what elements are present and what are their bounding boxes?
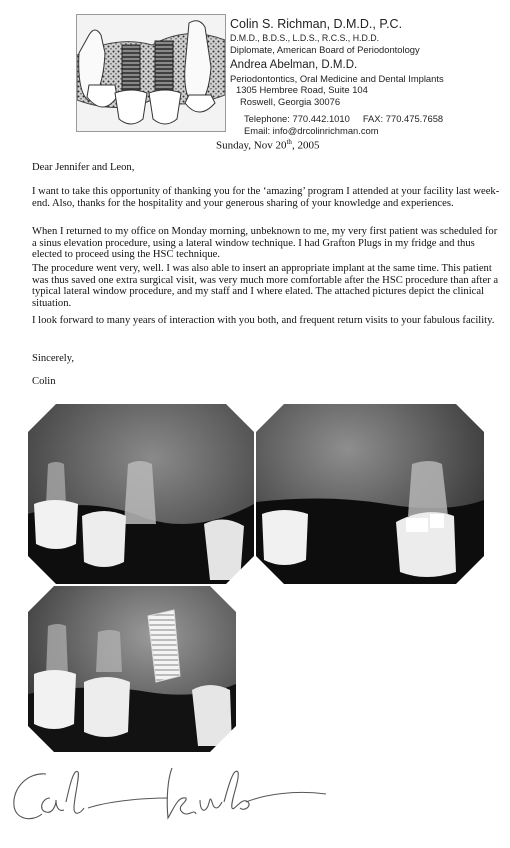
dental-implant-logo-icon [77, 15, 225, 131]
paragraph-1: I want to take this opportunity of thanking you for the ‘amazing’ program I attended at your facility last week-end. Also, thanks for the hospitality and your generous sharing of your knowledge and experiences. [32, 186, 500, 209]
paragraph-3: The procedure went very, well. I was also able to insert an appropriate implant at the same time. This patient was thus saved one extra surgical visit, was very much more comfortable after the HSC procedure than after a typical lateral window procedure, and my staff and I where elated. The attached pictures depict the clinical situation. [32, 263, 499, 309]
paragraph-4: I look forward to many years of interaction with you both, and frequent return visits to your fabulous facility. [32, 315, 495, 326]
paragraph-2: When I returned to my office on Monday morning, unbeknown to me, my very first patient was scheduled for a sinus elevation procedure, using a lateral window technique. I had Grafton Plugs in my fridge and thus elected to proceed using the HSC technique. [32, 226, 498, 261]
diplomate-line: Diplomate, American Board of Periodontology [230, 44, 420, 55]
xray-image-procedure [256, 404, 484, 584]
practice-logo [76, 14, 226, 132]
email-line: Email: info@drcolinrichman.com [244, 125, 379, 136]
street-address: 1305 Hembree Road, Suite 104 [236, 84, 368, 95]
city-address: Roswell, Georgia 30076 [240, 96, 341, 107]
closing: Sincerely, [32, 353, 74, 364]
specialty-line: Periodontontics, Oral Medicine and Dental Implants [230, 73, 444, 84]
xray-image-before [28, 404, 254, 584]
letter-date: Sunday, Nov 20th, 2005 [216, 138, 320, 152]
second-doctor-name: Andrea Abelman, D.M.D. [230, 59, 358, 71]
credentials: D.M.D., B.D.S., L.D.S., R.C.S., H.D.D. [230, 33, 380, 43]
handwritten-signature [6, 758, 336, 838]
xray-image-implant [28, 586, 236, 752]
phone-fax: Telephone: 770.442.1010 FAX: 770.475.7658 [244, 113, 444, 124]
signoff-name: Colin [32, 376, 56, 387]
practice-name: Colin S. Richman, D.M.D., P.C. [230, 17, 403, 31]
salutation: Dear Jennifer and Leon, [32, 162, 135, 173]
